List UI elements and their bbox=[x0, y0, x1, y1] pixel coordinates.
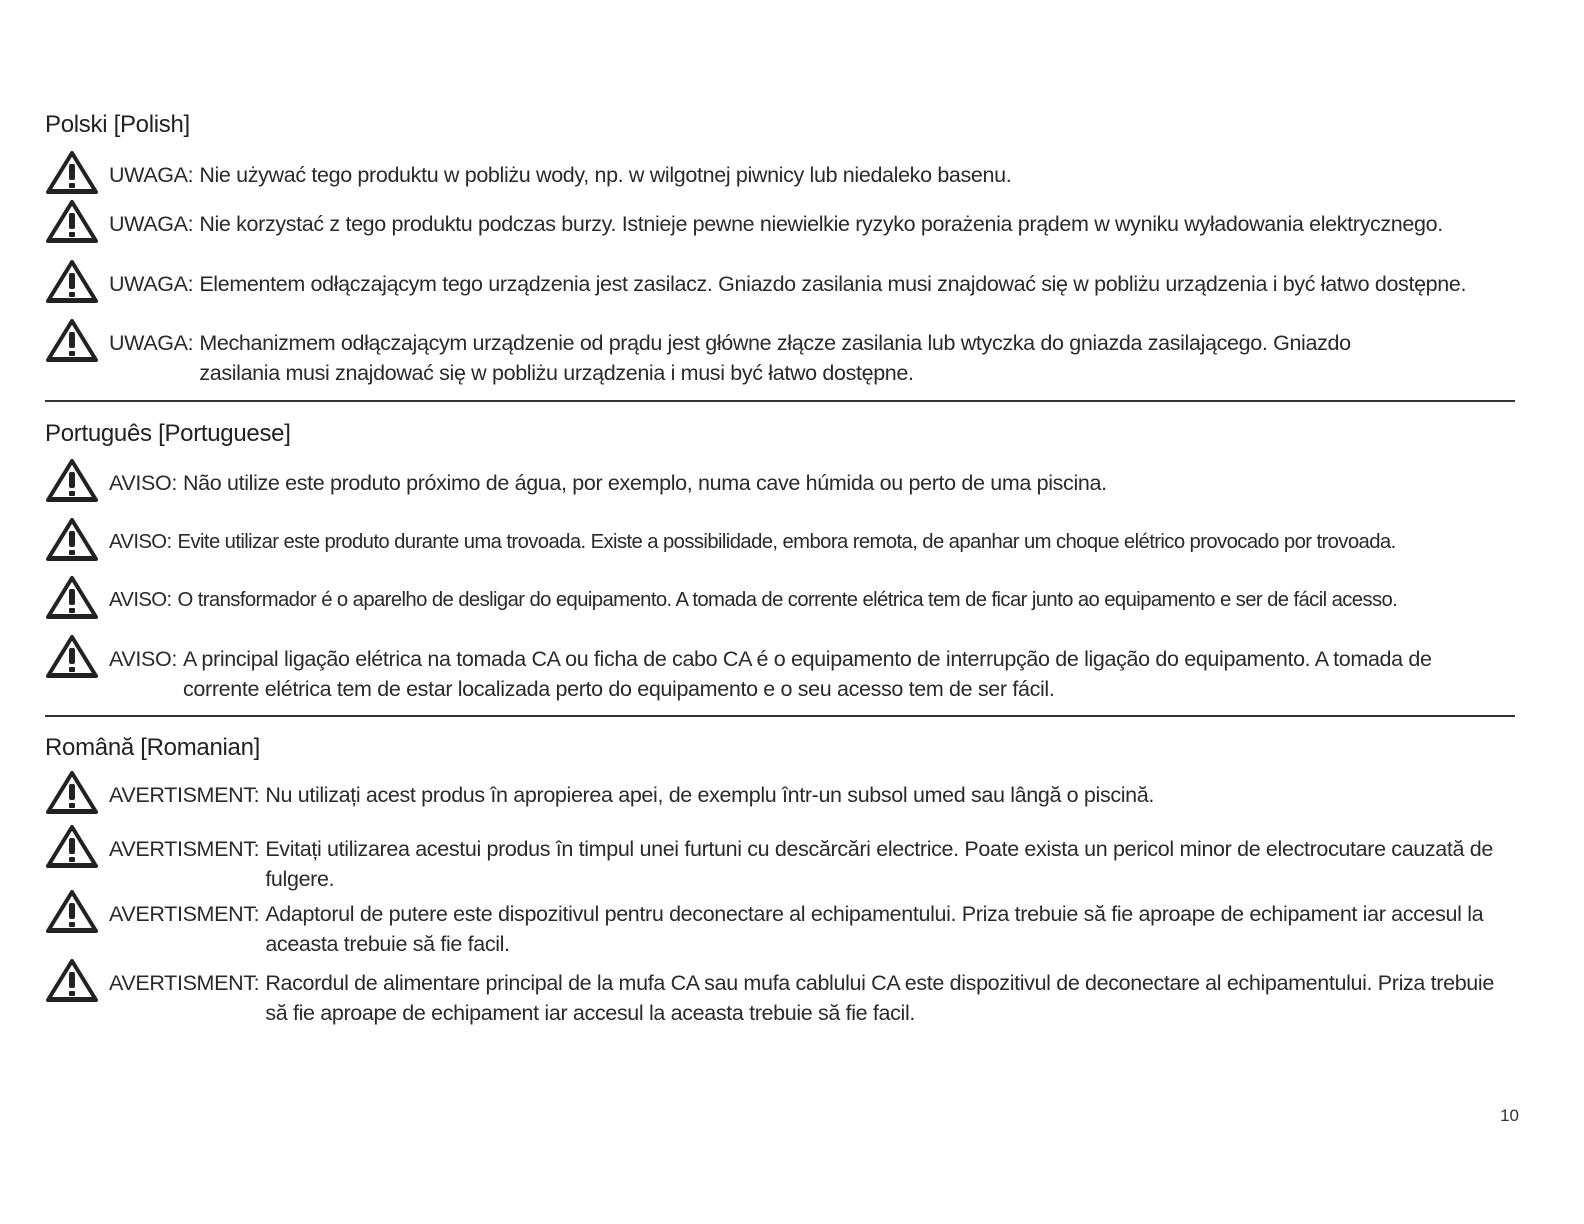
warning-text: Nie używać tego produktu w pobliżu wody, np. w wilgotnej piwnicy lub niedaleko basenu. bbox=[199, 163, 1012, 187]
warning-label: AVISO: bbox=[109, 531, 172, 553]
warning-text: Mechanizmem odłączającym urządzenie od prądu jest główne złącze zasilania lub wtyczka do gniazda zasilającego. Gniazdo zasilania musi znajdować się w pobliżu urządzenia i musi być łatwo dostępne. bbox=[199, 331, 1351, 385]
warning-label: AVISO: bbox=[109, 589, 172, 611]
section-divider bbox=[45, 715, 1515, 717]
warning-triangle-icon bbox=[45, 199, 99, 245]
warning-text: A principal ligação elétrica na tomada CA ou ficha de cabo CA é o equipamento de interrupção de ligação do equipamento. A tomada de corrente elétrica tem de estar localizada perto do equipamento e o seu acesso tem de ser fácil. bbox=[183, 647, 1432, 701]
warning-polish-1 bbox=[45, 160, 1515, 196]
warning-label: UWAGA: bbox=[109, 212, 194, 236]
warning-label: AVERTISMENT: bbox=[109, 783, 260, 807]
warning-label: UWAGA: bbox=[109, 331, 194, 355]
warning-polish-2 bbox=[45, 209, 1515, 245]
warning-triangle-icon bbox=[45, 458, 99, 504]
warning-triangle-icon bbox=[45, 259, 99, 305]
warning-romanian-1 bbox=[45, 780, 1515, 816]
warning-triangle-icon bbox=[45, 150, 99, 196]
warning-portuguese-2 bbox=[45, 527, 1515, 563]
warning-portuguese-4 bbox=[45, 644, 1515, 704]
warning-label: AVERTISMENT: bbox=[109, 837, 260, 861]
warning-text: Nu utilizați acest produs în apropierea apei, de exemplu într-un subsol umed sau lângă o piscină. bbox=[265, 783, 1155, 807]
warning-romanian-3 bbox=[45, 899, 1515, 959]
warning-text: Adaptorul de putere este dispozitivul pentru deconectare al echipamentului. Priza trebuie să fie aproape de echipament iar accesul la aceasta trebuie să fie facil. bbox=[265, 902, 1484, 956]
warning-triangle-icon bbox=[45, 958, 99, 1004]
warning-label: AVERTISMENT: bbox=[109, 971, 260, 995]
warning-triangle-icon bbox=[45, 318, 99, 364]
warning-text: O transformador é o aparelho de desligar do equipamento. A tomada de corrente elétrica tem de ficar junto ao equipamento e ser de fácil acesso. bbox=[177, 589, 1398, 611]
page-number: 10 bbox=[1500, 1106, 1519, 1125]
warning-portuguese-3 bbox=[45, 585, 1515, 621]
warning-text: Evitați utilizarea acestui produs în timpul unei furtuni cu descărcări electrice. Poate exista un pericol minor de electrocutare cauzată de fulgere. bbox=[265, 837, 1493, 891]
warning-triangle-icon bbox=[45, 824, 99, 870]
warning-polish-3 bbox=[45, 269, 1515, 305]
warning-text: Não utilize este produto próximo de água, por exemplo, numa cave húmida ou perto de uma piscina. bbox=[183, 471, 1107, 495]
warning-text: Racordul de alimentare principal de la mufa CA sau mufa cablului CA este dispozitivul de deconectare al echipamentului. Priza trebuie să fie aproape de echipament iar accesul la aceasta trebuie să fie facil. bbox=[265, 971, 1494, 1025]
section-title-portuguese: Português [Portuguese] bbox=[45, 420, 291, 447]
warning-text: Evite utilizar este produto durante uma trovoada. Existe a possibilidade, embora remota, de apanhar um choque elétrico provocado por trovoada. bbox=[177, 531, 1396, 553]
section-title-romanian: Română [Romanian] bbox=[45, 734, 261, 761]
warning-triangle-icon bbox=[45, 889, 99, 935]
warning-text: Elementem odłączającym tego urządzenia jest zasilacz. Gniazdo zasilania musi znajdować się w pobliżu urządzenia i być łatwo dostępne. bbox=[199, 272, 1467, 296]
warning-text: Nie korzystać z tego produktu podczas burzy. Istnieje pewne niewielkie ryzyko porażenia prądem w wyniku wyładowania elektrycznego. bbox=[199, 212, 1443, 236]
warning-label: AVERTISMENT: bbox=[109, 902, 260, 926]
warning-portuguese-1 bbox=[45, 468, 1515, 504]
warning-label: AVISO: bbox=[109, 647, 177, 671]
warning-triangle-icon bbox=[45, 517, 99, 563]
warning-label: UWAGA: bbox=[109, 272, 194, 296]
warning-triangle-icon bbox=[45, 575, 99, 621]
warning-label: UWAGA: bbox=[109, 163, 194, 187]
warning-triangle-icon bbox=[45, 770, 99, 816]
warning-label: AVISO: bbox=[109, 471, 177, 495]
warning-triangle-icon bbox=[45, 634, 99, 680]
section-divider bbox=[45, 400, 1515, 402]
section-title-polish: Polski [Polish] bbox=[45, 111, 190, 138]
warning-polish-4 bbox=[45, 328, 1515, 388]
warning-romanian-2 bbox=[45, 834, 1515, 894]
warning-romanian-4 bbox=[45, 968, 1515, 1028]
